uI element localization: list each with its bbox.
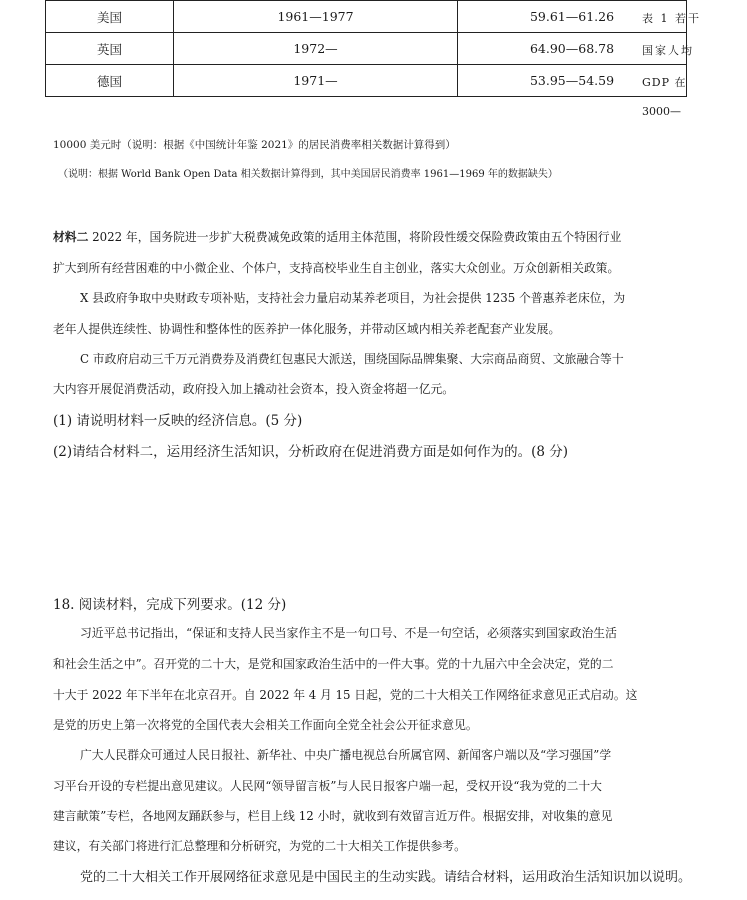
range-cell: 53.95—54.59: [458, 65, 687, 97]
table-caption-line: GDP 在: [642, 76, 687, 89]
text-line: 习平台开设的专栏提出意见建议。人民网“领导留言板”与人民日报客户端一起，受权开设“我为党的二十大: [53, 779, 602, 793]
text-line: 十大于 2022 年下半年在北京召开。自 2022 年 4 月 15 日起，党的二十大相关工作网络征求意见正式启动。这: [53, 688, 638, 702]
material2-paragraph: [53, 228, 621, 245]
question-18-task: 党的二十大相关工作开展网络征求意见是中国民主的生动实践。请结合材料，运用政治生活知识加以说明。: [80, 870, 692, 885]
table-row: [46, 65, 687, 97]
table-caption-line: 3000—: [642, 105, 681, 118]
question-1: (1) 请说明材料一反映的经济信息。(5 分): [53, 413, 303, 429]
period-cell: 1971—: [174, 65, 458, 97]
period-cell: 1972—: [174, 33, 458, 65]
text-line: 是党的历史上第一次将党的全国代表大会相关工作面向全党全社会公开征求意见。: [53, 718, 478, 732]
question-2: (2)请结合材料二，运用经济生活知识，分析政府在促进消费方面是如何作为的。(8 分): [53, 444, 569, 460]
table-row: [46, 1, 687, 33]
table-row: [46, 33, 687, 65]
table-caption-line: 国家人均: [642, 44, 694, 57]
country-cell: 德国: [46, 65, 174, 97]
text-line: 2022 年，国务院进一步扩大税费减免政策的适用主体范围，将阶段性缓交保险费政策由五个特困行业: [88, 230, 622, 244]
text-line: 老年人提供连续性、协调性和整体性的医养护一体化服务，并带动区域内相关养老配套产业发展。: [53, 322, 561, 336]
text-line: X 县政府争取中央财政专项补贴，支持社会力量启动某养老项目，为社会提供 1235 个普惠养老床位，为: [80, 291, 626, 305]
text-line: 习近平总书记指出，“保证和支持人民当家作主不是一句口号、不是一句空话，必须落实到国家政治生活: [80, 626, 617, 640]
text-line: 扩大到所有经营困难的中小微企业、个体户，支持高校毕业生自主创业，落实大众创业。万众创新相关政策。: [53, 261, 620, 275]
text-line: 广大人民群众可通过人民日报社、新华社、中央广播电视总台所属官网、新闻客户端以及“学习强国”学: [80, 748, 612, 762]
material2-label: 材料二: [53, 230, 89, 244]
text-line: 建言献策”专栏，各地网友踊跃参与，栏目上线 12 小时，就收到有效留言近万件。根据安排，对收集的意见: [53, 809, 613, 823]
source-note: 10000 美元时（说明：根据《中国统计年鉴 2021》的居民消费率相关数据计算得到）: [53, 139, 456, 151]
question-18-header: 18. 阅读材料，完成下列要求。(12 分): [53, 597, 287, 613]
text-line: 和社会生活之中”。召开党的二十大，是党和国家政治生活中的一件大事。党的十九届六中全会决定，党的二: [53, 657, 614, 671]
consumption-rate-table: [45, 0, 687, 97]
period-cell: 1961—1977: [174, 1, 458, 33]
text-line: 建议，有关部门将进行汇总整理和分析研究，为党的二十大相关工作提供参考。: [53, 839, 466, 853]
text-line: 大内容开展促消费活动，政府投入加上撬动社会资本，投入资金将超一亿元。: [53, 382, 455, 396]
range-cell: 64.90—68.78: [458, 33, 687, 65]
source-note: （说明：根据 World Bank Open Data 相关数据计算得到，其中美国居民消费率 1961—1969 年的数据缺失）: [58, 169, 558, 180]
range-cell: 59.61—61.26: [458, 1, 687, 33]
table-caption-line: 表 1 若干: [642, 12, 701, 25]
country-cell: 美国: [46, 1, 174, 33]
country-cell: 英国: [46, 33, 174, 65]
text-line: C 市政府启动三千万元消费券及消费红包惠民大派送，围绕国际品牌集聚、大宗商品商贸、文旅融合等十: [80, 352, 624, 366]
